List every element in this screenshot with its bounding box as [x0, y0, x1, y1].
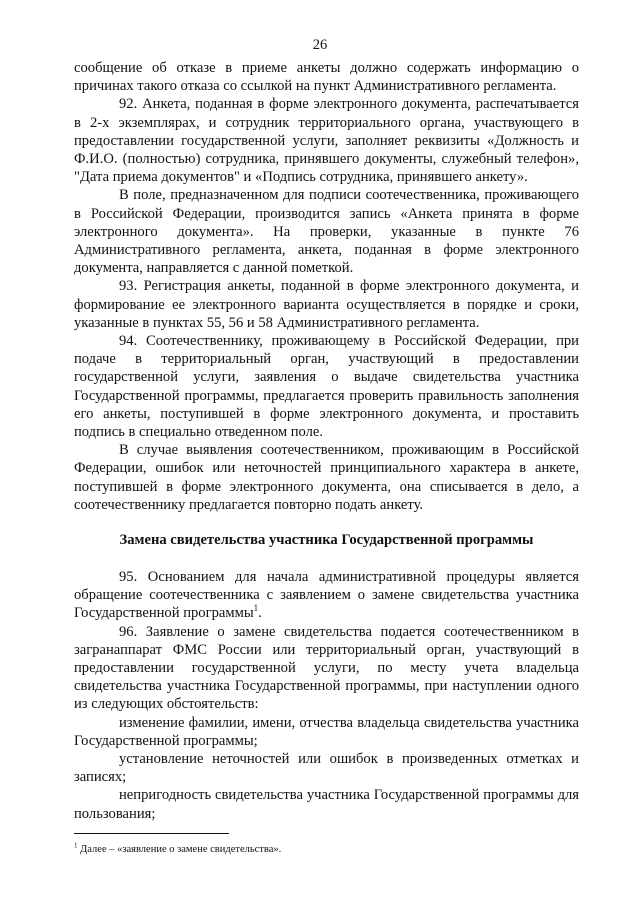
circumstance-name-change: изменение фамилии, имени, отчества владельца свидетельства участника Государственной программы;	[74, 714, 579, 749]
circumstance-unusable: непригодность свидетельства участника Государственной программы для пользования;	[74, 787, 579, 822]
section-heading-block	[74, 531, 579, 549]
paragraph-95-text: 95. Основанием для начала административной процедуры является обращение соотечественника с заявлением о замене свидетельства участника Государственной программы	[74, 569, 579, 622]
footnote-mark: 1	[74, 841, 78, 850]
body-text-bottom	[74, 568, 579, 823]
footnote-reference: 1	[253, 603, 259, 614]
paragraph-92: 92. Анкета, поданная в форме электронного документа, распечатывается в 2-х экземплярах, и сотрудник территориального органа, участвующего в предоставлении государственной услуги, заполняет реквизиты «Должность и Ф.И.О. (полностью) сотрудника, принявшего документы, служебный телефон», "Дата приема документов" и «Подпись сотрудника, принявшего анкету».	[74, 96, 579, 186]
footnote	[74, 843, 579, 856]
paragraph-95-end: .	[258, 605, 262, 622]
paragraph-94-errors: В случае выявления соотечественником, проживающим в Российской Федерации, ошибок или неточностей принципиального характера в анкете, поступившей в форме электронного документа, она списывается в дело, а соотечественнику предлагается повторно подать анкету.	[74, 442, 579, 513]
page-number: 26	[312, 37, 328, 53]
circumstance-errors: установление неточностей или ошибок в произведенных отметках и записях;	[74, 751, 579, 786]
paragraph-96: 96. Заявление о замене свидетельства подается соотечественником в загранаппарат ФМС России или территориальный орган, участвующий в предоставлении государственной услуги, по месту учета владельца свидетельства участника Государственной программы, при наступлении одного из следующих обстоятельств:	[74, 623, 579, 713]
body-text-top	[74, 59, 579, 514]
footnote-divider	[74, 833, 229, 834]
paragraph-continuation: сообщение об отказе в приеме анкеты должно содержать информацию о причинах такого отказа со ссылкой на пункт Административного регламента.	[74, 60, 579, 95]
paragraph-93: 93. Регистрация анкеты, поданной в форме электронного документа, и формирование ее электронного варианта осуществляется в порядке и сроки, указанные в пунктах 55, 56 и 58 Административного регламента.	[74, 278, 579, 331]
footnote-text: Далее – «заявление о замене свидетельства».	[77, 844, 282, 855]
paragraph-94: 94. Соотечественнику, проживающему в Российской Федерации, при подаче в территориальный орган, участвующий в предоставлении государственной услуги, заявления о выдаче свидетельства участника Государственной программы, предлагается проверить правильность заполнения его анкеты, поступившей в форме электронного документа, и проставить подпись в специально отведенном поле.	[74, 333, 579, 441]
paragraph-95	[74, 568, 579, 623]
paragraph-92-signature-field: В поле, предназначенном для подписи соотечественника, проживающего в Российской Федерации, производится запись «Анкета принята в форме электронного документа». На проверки, указанные в пункте 76 Административного регламента, анкета, поданная в форме электронного документа, направляется с данной пометкой.	[74, 187, 579, 277]
section-heading: Замена свидетельства участника Государственной программы	[119, 532, 534, 548]
